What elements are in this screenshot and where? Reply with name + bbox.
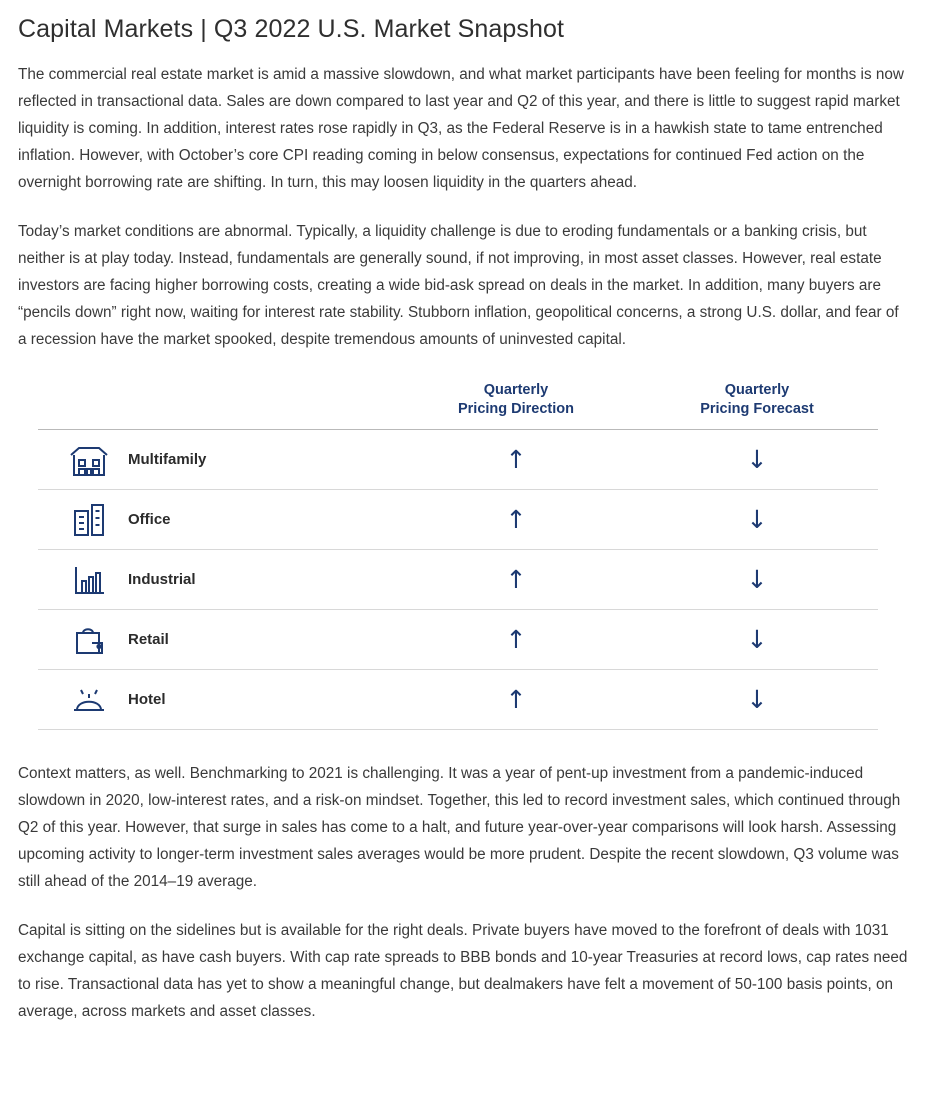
table-row	[38, 670, 878, 730]
pricing-forecast-value	[636, 550, 878, 610]
pricing-matrix-table	[38, 381, 878, 730]
header-direction-line1: Quarterly	[483, 382, 549, 399]
header-quarterly-pricing-direction	[396, 381, 636, 430]
table-row	[38, 490, 878, 550]
up-arrow-icon: ↑	[505, 444, 527, 474]
header-direction-line2: Pricing Direction	[457, 401, 575, 418]
intro-paragraph-2: Today’s market conditions are abnormal. Typically, a liquidity challenge is due to eroding fundamentals or a banking crisis, but neither is at play today. Instead, fundamentals are generally sound, if not improving, in most asset classes. However, real estate investors are facing higher borrowing costs, creating a wide bid-ask spread on deals in the market. In addition, many buyers are “pencils down” right now, waiting for interest rate stability. Stubborn inflation, geopolitical concerns, a strong U.S. dollar, and fear of a recession have the market spooked, despite tremendous amounts of uninvested capital.	[18, 223, 899, 349]
down-arrow-icon: ↓	[746, 624, 768, 654]
page-title: Capital Markets | Q3 2022 U.S. Market Snapshot	[18, 15, 565, 43]
pricing-matrix	[18, 381, 908, 730]
hotel-bell-icon	[38, 670, 126, 730]
body-paragraph-4: Capital is sitting on the sidelines but is available for the right deals. Private buyers have moved to the forefront of deals with 1031 exchange capital, as have cash buyers. With cap rate spreads to BBB bonds and 10-year Treasuries at record lows, cap rates need to rise. Transactional data has yet to show a meaningful change, but dealmakers have felt a movement of 50-100 basis points, on average, across markets and asset classes.	[18, 922, 908, 1021]
intro-paragraph-1: The commercial real estate market is amid a massive slowdown, and what market participants have been feeling for months is now reflected in transactional data. Sales are down compared to last year and Q2 of this year, and there is little to suggest rapid market liquidity is coming. In addition, interest rates rose rapidly in Q3, as the Federal Reserve is in a hawkish state to tame entrenched inflation. However, with October’s core CPI reading coming in below consensus, expectations for continued Fed action on the overnight borrowing rate are shifting. In turn, this may loosen liquidity in the quarters ahead.	[18, 66, 904, 192]
pricing-direction-value	[396, 490, 636, 550]
industrial-factory-icon	[38, 550, 126, 610]
body-paragraph-3: Context matters, as well. Benchmarking to 2021 is challenging. It was a year of pent-up investment from a pandemic-induced slowdown in 2020, low-interest rates, and a risk-on mindset. Together, this led to record investment sales, which continued through Q2 of this year. However, that surge in sales has come to a halt, and future year-over-year comparisons will look harsh. Assessing upcoming activity to longer-term investment sales averages would be more prudent. Despite the recent slowdown, Q3 volume was still ahead of the 2014–19 average.	[18, 765, 901, 891]
multifamily-building-icon	[38, 430, 126, 490]
down-arrow-icon: ↓	[746, 564, 768, 594]
header-forecast-line2: Pricing Forecast	[700, 401, 814, 418]
asset-class-label: Industrial	[126, 550, 396, 610]
down-arrow-icon: ↓	[746, 684, 768, 714]
table-row	[38, 430, 878, 490]
retail-shopping-bag-icon	[38, 610, 126, 670]
up-arrow-icon: ↑	[505, 624, 527, 654]
up-arrow-icon: ↑	[505, 504, 527, 534]
pricing-direction-value	[396, 550, 636, 610]
up-arrow-icon: ↑	[505, 564, 527, 594]
table-row	[38, 610, 878, 670]
up-arrow-icon: ↑	[505, 684, 527, 714]
down-arrow-icon: ↓	[746, 444, 768, 474]
pricing-forecast-value	[636, 490, 878, 550]
asset-class-label: Retail	[126, 610, 396, 670]
table-header-row	[38, 381, 878, 430]
pricing-direction-value	[396, 610, 636, 670]
asset-class-label: Hotel	[126, 670, 396, 730]
office-building-icon	[38, 490, 126, 550]
header-label-blank	[126, 381, 396, 430]
down-arrow-icon: ↓	[746, 504, 768, 534]
pricing-forecast-value	[636, 430, 878, 490]
pricing-forecast-value	[636, 610, 878, 670]
pricing-direction-value	[396, 430, 636, 490]
pricing-forecast-value	[636, 670, 878, 730]
pricing-direction-value	[396, 670, 636, 730]
asset-class-label: Multifamily	[126, 430, 396, 490]
table-row	[38, 550, 878, 610]
asset-class-label: Office	[126, 490, 396, 550]
header-quarterly-pricing-forecast	[636, 381, 878, 430]
header-icon-blank	[38, 381, 126, 430]
header-forecast-line1: Quarterly	[724, 382, 790, 399]
